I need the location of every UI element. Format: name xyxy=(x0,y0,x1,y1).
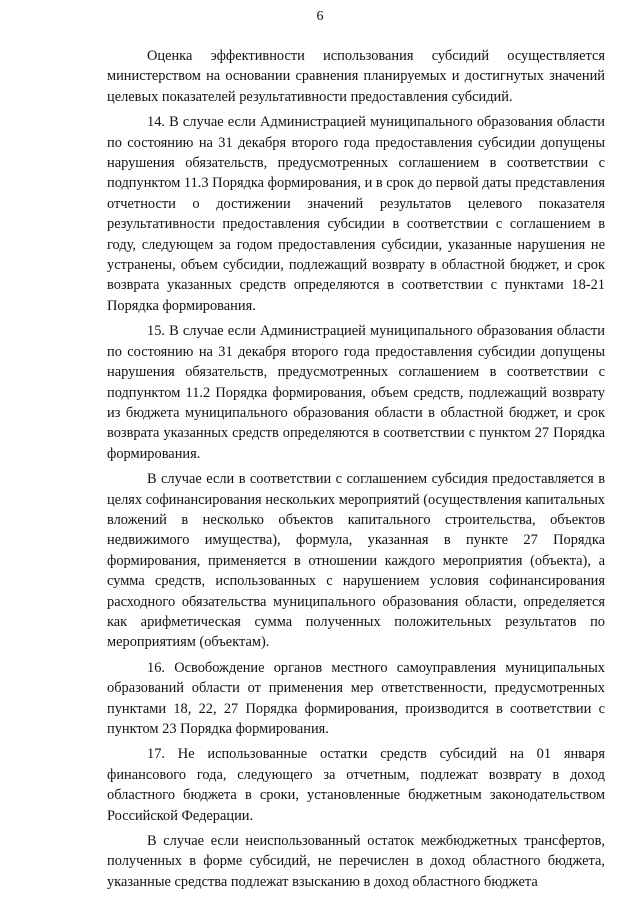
paragraph-effectiveness-assessment: Оценка эффективности использования субсидий осуществляется министерством на основании сравнения планируемых и достигнутых значений целевых показателей результативности предоставления субсидий. xyxy=(107,48,605,105)
paragraph-clause-14: 14. В случае если Администрацией муниципального образования области по состоянию на 31 декабря второго года предоставления субсидии допущены нарушения обязательств, предусмотренных соглашением в соответствии с подпунктом 11.3 Порядка формирования, и в срок до первой даты представления отчетности о достижении значений результатов целевого показателя результативности предоставления субсидии в соответствии с соглашением в году, следующем за годом предоставления субсидии, указанные нарушения не устранены, объем субсидии, подлежащий возврату в областной бюджет, и срок возврата указанных средств определяются в соответствии с пунктами 18-21 Порядка формирования. xyxy=(107,114,605,314)
paragraph-clause-17: 17. Не использованные остатки средств субсидий на 01 января финансового года, следующего за отчетным, подлежат возврату в доход областного бюджета в сроки, установленные бюджетным законодательством Российской Федерации. xyxy=(107,746,605,824)
paragraph-clause-16: 16. Освобождение органов местного самоуправления муниципальных образований области от применения мер ответственности, предусмотренных пунктами 18, 22, 27 Порядка формирования, производится в соответствии с пунктом 23 Порядка формирования. xyxy=(107,659,605,737)
paragraph-cofinancing-multiple-activities: В случае если в соответствии с соглашением субсидия предоставляется в целях софинансирования нескольких мероприятий (осуществления капитальных вложений в несколько объектов капитального строительства, объектов недвижимого имущества), формула, указанная в пункте 27 Порядка формирования, применяется в отношении каждого мероприятия (объекта), а сумма средств, использованных с нарушением условия софинансирования расходного обязательства муниципального образования области, определяется как арифметическая сумма полученных положительных результатов по мероприятиям (объектам). xyxy=(107,471,605,651)
paragraph-clause-15: 15. В случае если Администрацией муниципального образования области по состоянию на 31 декабря второго года предоставления субсидии допущены нарушения обязательств, предусмотренных соглашением в соответствии с подпунктом 11.2 Порядка формирования, объем средств, подлежащий возврату из бюджета муниципального образования области в областной бюджет, и срок возврата указанных средств определяются в соответствии с пунктом 27 Порядка формирования. xyxy=(107,323,605,462)
page-number: 6 xyxy=(316,9,324,24)
document-body xyxy=(107,46,605,892)
paragraph-unused-balance-recovery: В случае если неиспользованный остаток межбюджетных трансфертов, полученных в форме субсидий, не перечислен в доход областного бюджета, указанные средства подлежат взысканию в доход областного бюджета xyxy=(107,833,605,890)
